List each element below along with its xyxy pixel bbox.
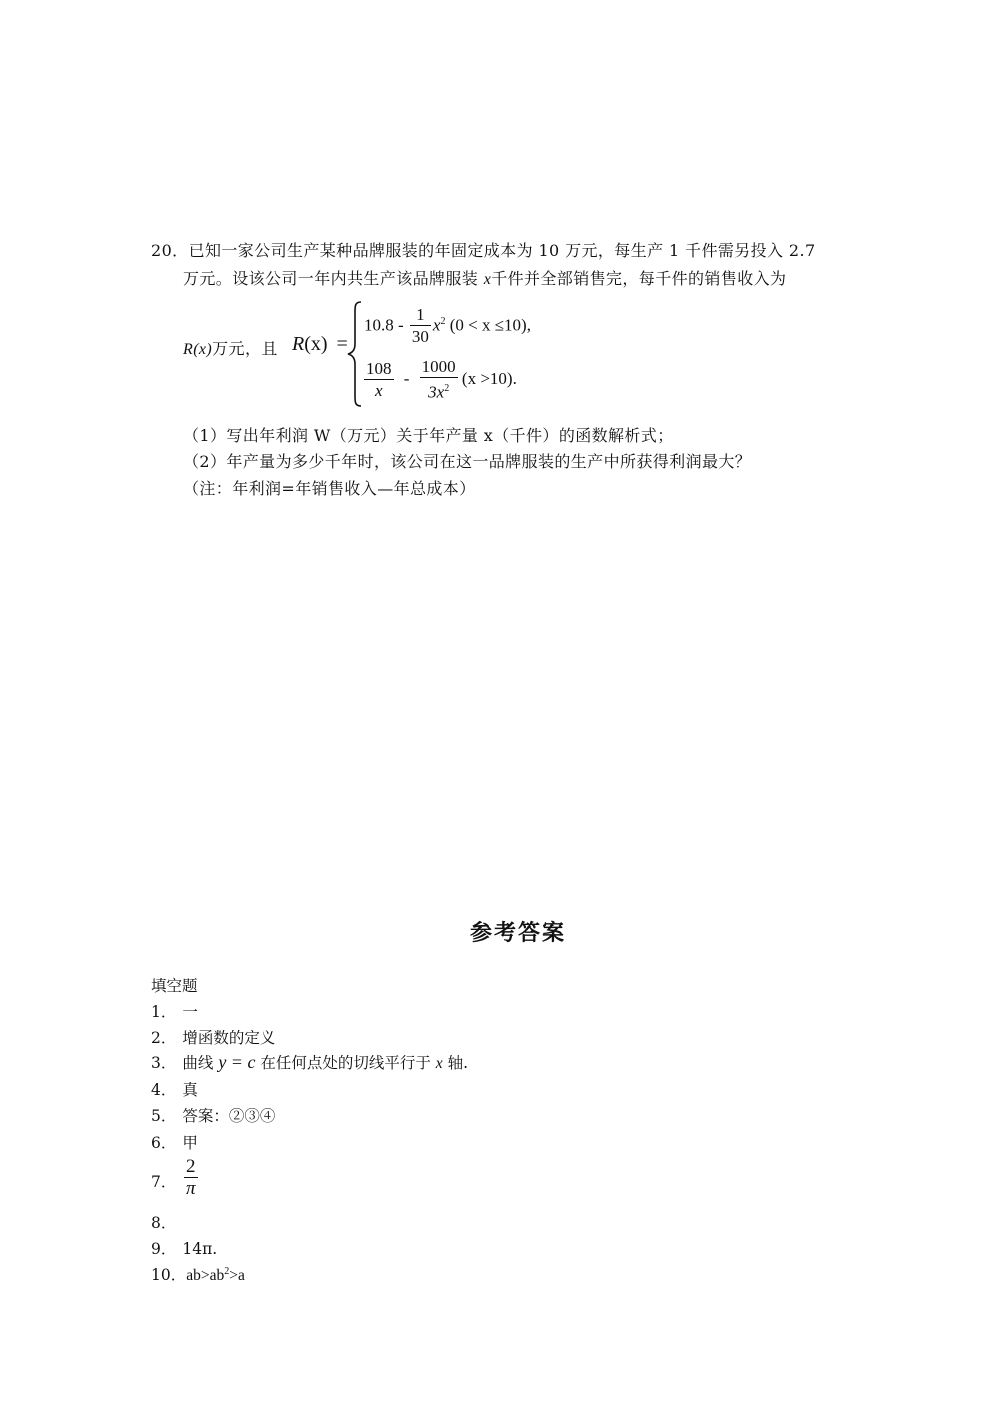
fraction-1-30: $\frac{1}{30}$: [411, 305, 429, 346]
answer-item-9: 9． 14π.: [151, 1240, 218, 1258]
answers-title: 参考答案: [470, 921, 567, 946]
answer-item-3: 3． 曲线 y = c 在任何点处的切线平行于 x 轴.: [151, 1052, 469, 1072]
fraction-1000-3x2: $\frac{1000}{3x^2}$: [421, 357, 456, 402]
question-text-line1: 已知一家公司生产某种品牌服装的年固定成本为 10 万元，每生产 1 千件需另投入 2.7: [188, 241, 816, 260]
sub-question-1: （1）写出年利润 W（万元）关于年产量 x（千件）的函数解析式；: [183, 426, 674, 445]
answer-item-10: 10．$ab>ab^2>a$: [151, 1265, 245, 1284]
fraction-108-x: $\frac{108}{x}$: [366, 358, 392, 400]
answer-item-8: 8．: [151, 1214, 177, 1232]
question-note: （注：年利润=年销售收入—年总成本）: [183, 479, 476, 498]
answer-item-6: 6． 甲: [151, 1134, 198, 1152]
answer-item-7: [184, 1157, 198, 1200]
question-number: 20．: [151, 241, 189, 260]
piecewise-brace: [346, 300, 364, 408]
sub-question-2: （2）年产量为多少千年时，该公司在这一品牌服装的生产中所获得利润最大？: [183, 452, 752, 471]
variable-x: x: [483, 271, 492, 288]
rx-intro: R(x)万元，且: [183, 339, 278, 358]
section-label: 填空题: [151, 977, 198, 995]
answer-item-4: 4． 真: [151, 1081, 198, 1099]
fraction-2-pi: $\frac{2}{\pi}$: [186, 1156, 196, 1199]
question-line-1: [151, 238, 816, 261]
question-line-2: 万元。设该公司一年内共生产该品牌服装 x千件并全部销售完，每千件的销售收入为: [183, 269, 787, 288]
answer-item-2: 2． 增函数的定义: [151, 1029, 276, 1047]
answer-item-1: 1． 一: [151, 1003, 198, 1021]
formula-lhs: R(x) =: [292, 333, 348, 355]
piece-1: 10.8 - $\frac{1}{30}$ $x^2$ (0 < x ≤10),: [364, 305, 531, 346]
answer-item-5: 5． 答案：②③④: [151, 1107, 276, 1125]
piece-2: $\frac{108}{x}$ - $\frac{1000}{3x^2}$ (x >10).: [366, 357, 517, 402]
answer-item-7-number: 7．: [151, 1173, 177, 1191]
